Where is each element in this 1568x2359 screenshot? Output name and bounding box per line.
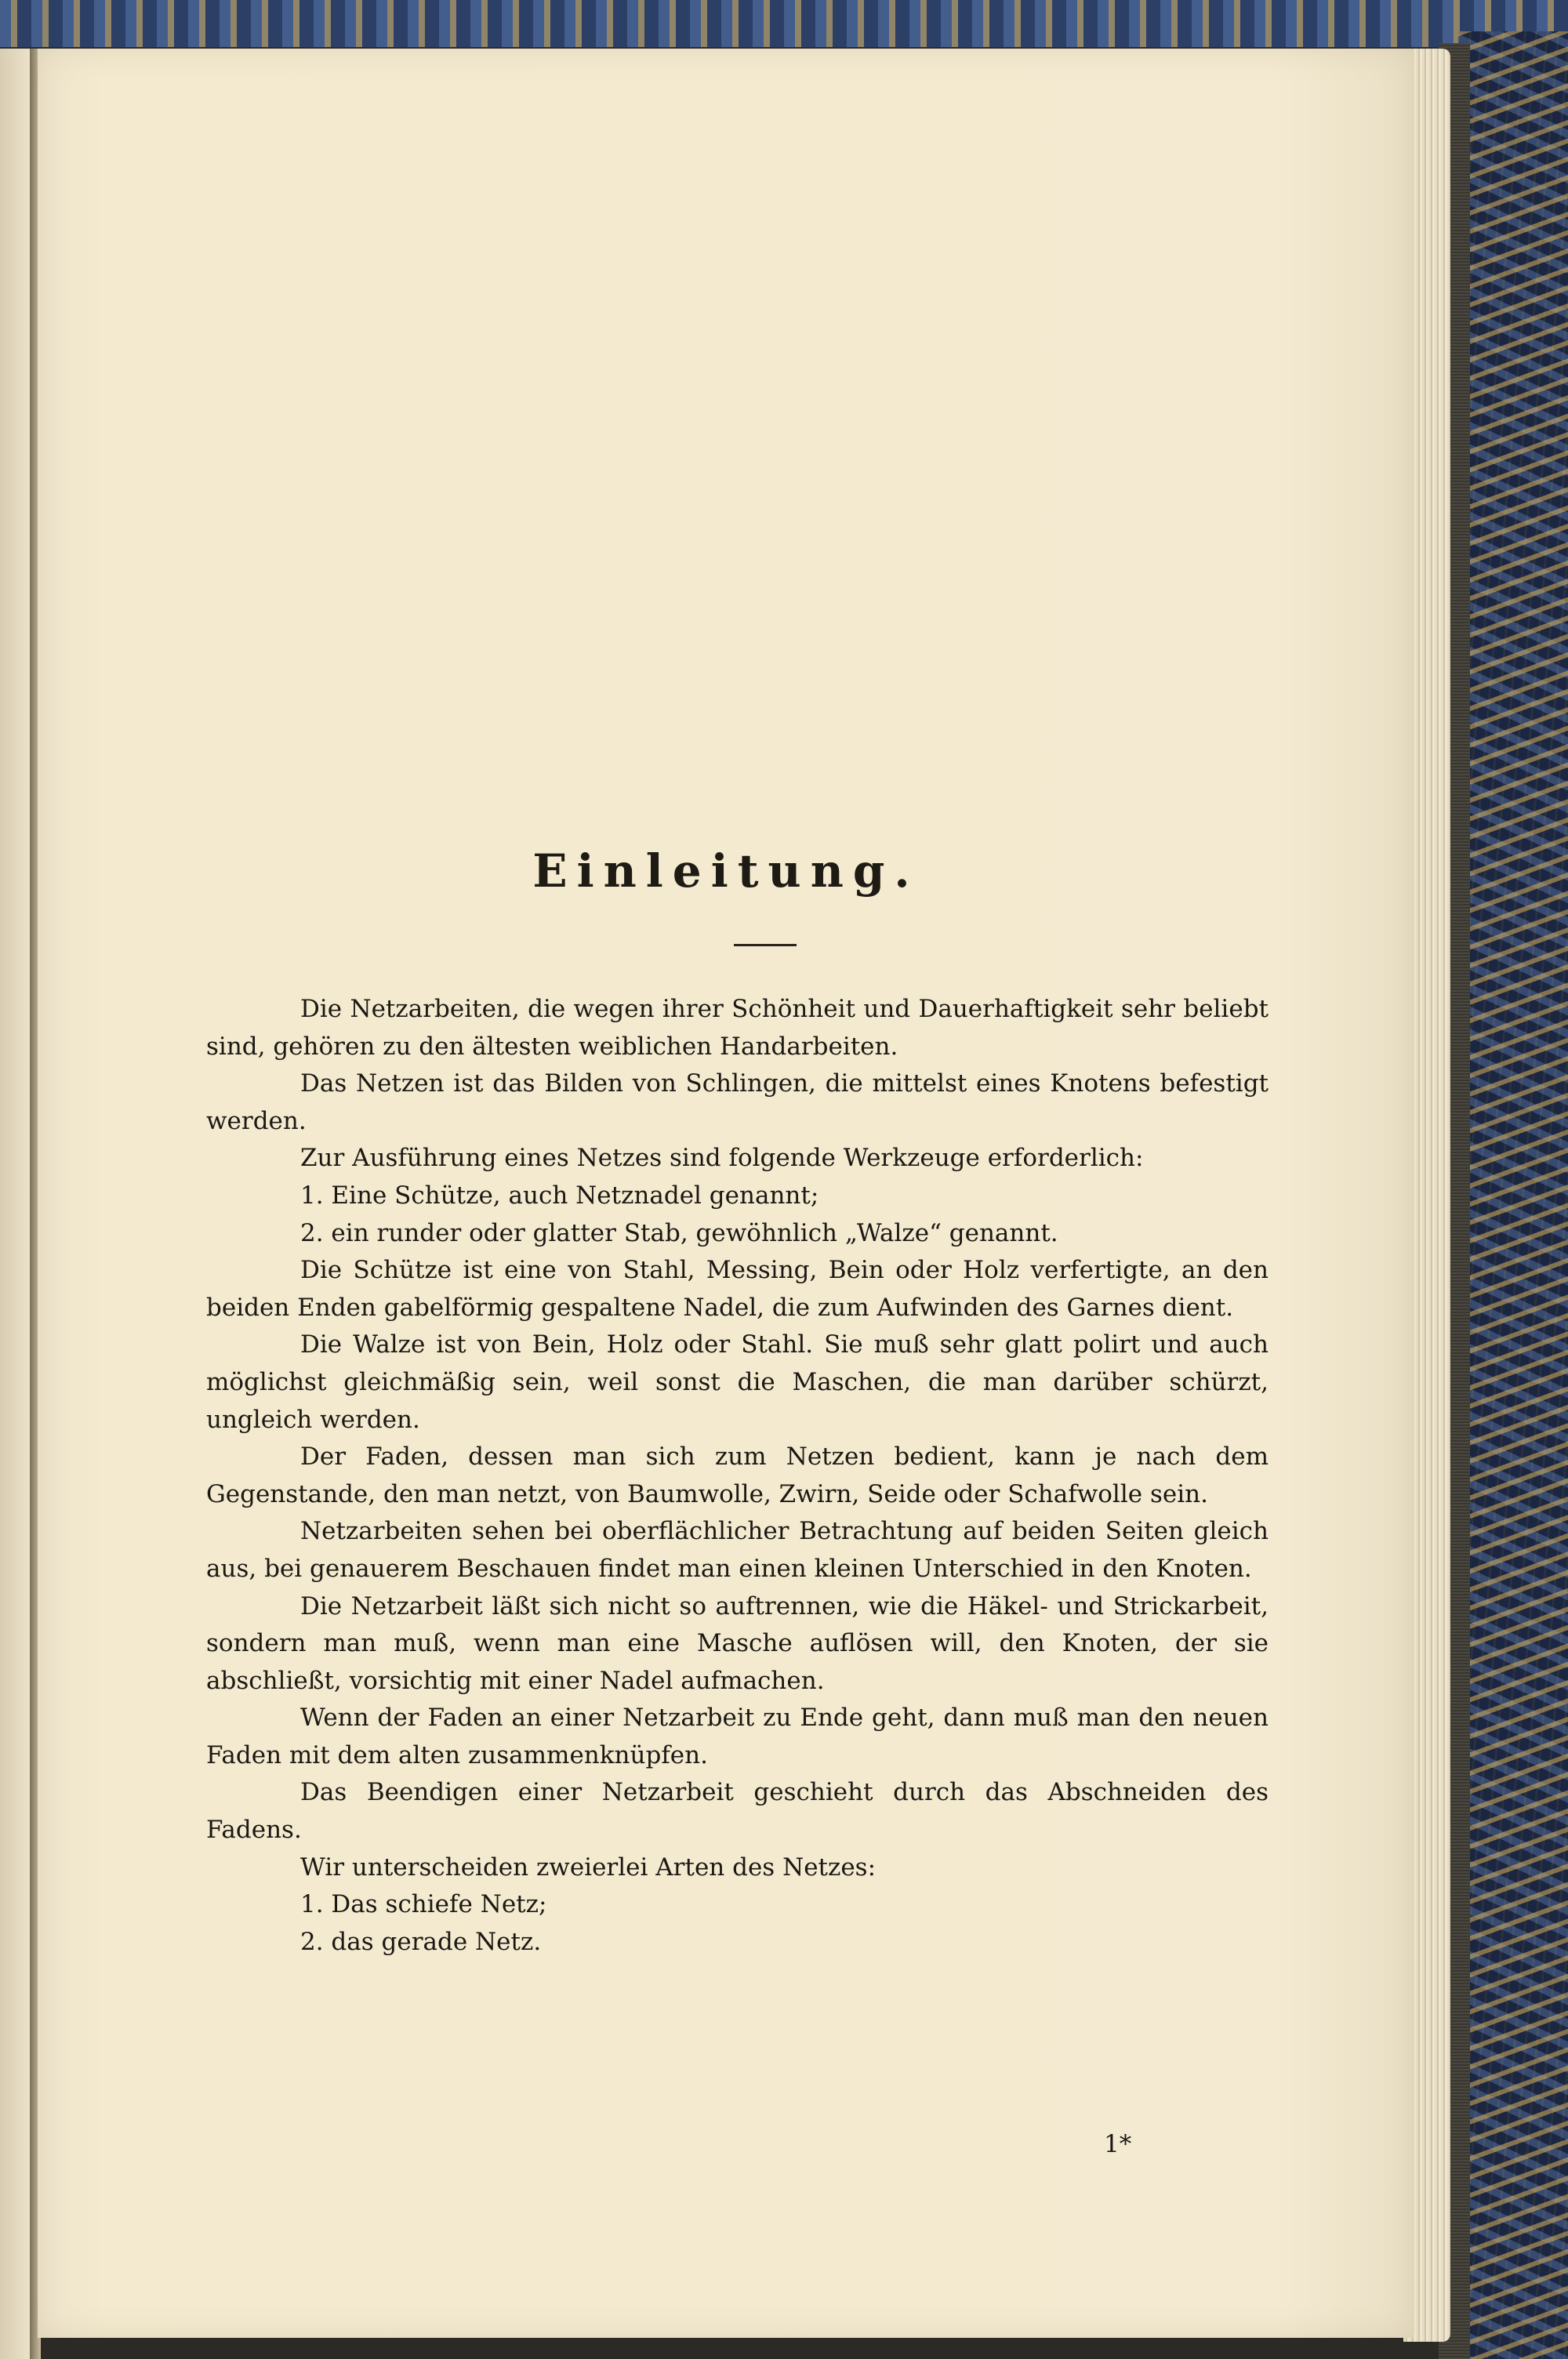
paragraph: Die Netzarbeit läßt sich nicht so auftrennen, wie die Häkel- und Strickarbeit, sondern man muß, wenn man eine Masche auflösen will, den Knoten, der sie abschließt, vorsichtig mit einer Nadel aufmachen. (206, 1591, 1269, 1695)
list-item: 1. Eine Schütze, auch Netznadel genannt; (300, 1181, 819, 1210)
left-facing-page (0, 49, 33, 2359)
signature-mark: 1* (1104, 2130, 1132, 2158)
paragraph: Netzarbeiten sehen bei oberflächlicher Betrachtung auf beiden Seiten gleich aus, bei genauerem Beschauen findet man einen kleinen Unterschied in den Knoten. (206, 1517, 1269, 1583)
book-page (38, 49, 1414, 2338)
paragraph: Zur Ausführung eines Netzes sind folgende Werkzeuge erforderlich: (300, 1144, 1144, 1173)
marbled-book-cover (1458, 31, 1568, 2359)
list-item: 2. ein runder oder glatter Stab, gewöhnlich „Walze“ genannt. (300, 1218, 1058, 1247)
book-cover-top-edge (0, 0, 1568, 47)
paragraph: Wir unterscheiden zweierlei Arten des Netzes: (300, 1853, 877, 1882)
paragraph: Das Netzen ist das Bilden von Schlingen, die mittelst eines Knotens befestigt werden. (206, 1069, 1269, 1135)
list-item: 2. das gerade Netz. (300, 1927, 542, 1956)
paragraph: Das Beendigen einer Netzarbeit geschieht durch das Abschneiden des Fadens. (206, 1778, 1269, 1845)
title-divider (734, 944, 797, 946)
chapter-title: Einleitung. (532, 844, 920, 898)
paragraph: Die Schütze ist eine von Stahl, Messing, Bein oder Holz verfertigte, an den beiden Enden gabelförmig gespaltene Nadel, die zum Aufwinden des Garnes dient. (206, 1256, 1269, 1322)
paragraph: Der Faden, dessen man sich zum Netzen bedient, kann je nach dem Gegenstande, den man netzt, von Baumwolle, Zwirn, Seide oder Schafwolle sein. (206, 1443, 1269, 1508)
list-item: 1. Das schiefe Netz; (300, 1890, 547, 1919)
paragraph: Die Netzarbeiten, die wegen ihrer Schönheit und Dauerhaftigkeit sehr beliebt sind, gehören zu den ältesten weiblichen Handarbeiten. (206, 995, 1269, 1061)
page-body (206, 991, 1269, 1961)
paragraph: Die Walze ist von Bein, Holz oder Stahl. Sie muß sehr glatt polirt und auch möglichst gleichmäßig sein, weil sonst die Maschen, die man darüber schürzt, ungleich werden. (206, 1330, 1269, 1434)
paragraph: Wenn der Faden an einer Netzarbeit zu Ende geht, dann muß man den neuen Faden mit dem alten zusammenknüpfen. (206, 1704, 1269, 1769)
